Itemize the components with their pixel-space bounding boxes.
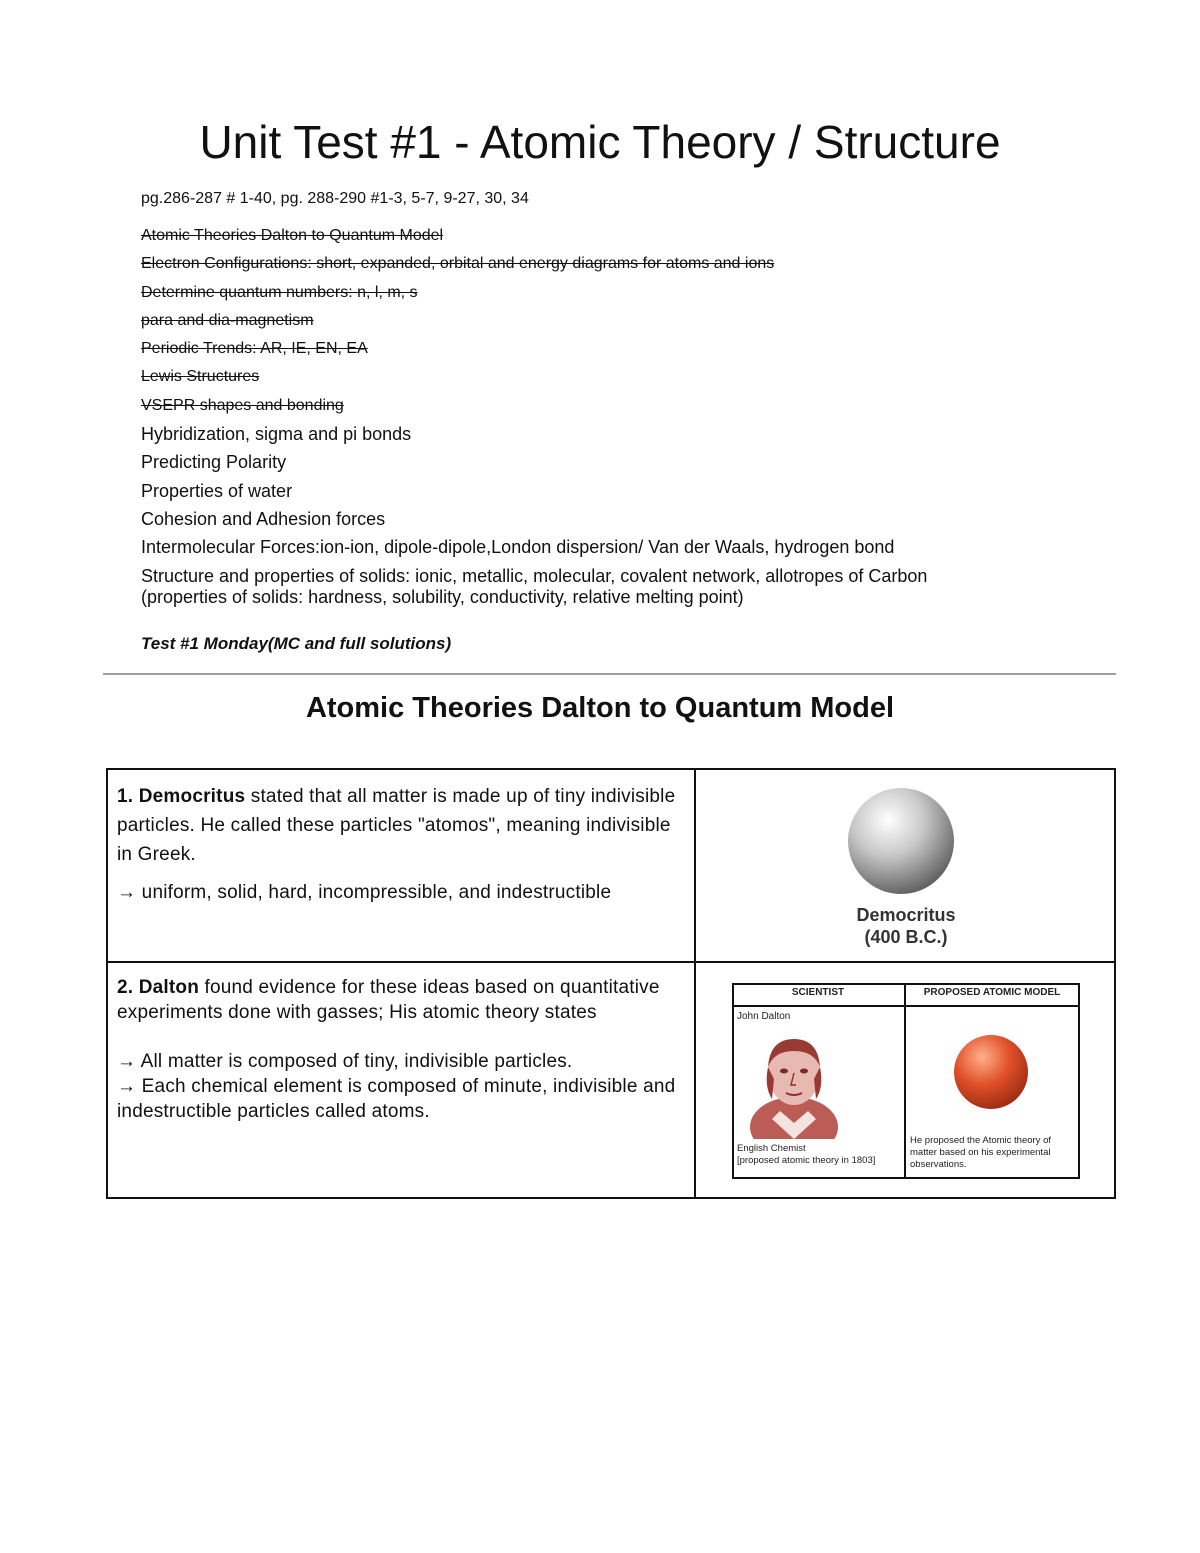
topic-item-done: Electron Configurations: short, expanded, orbital and energy diagrams for atoms and ions (141, 255, 775, 273)
topic-item: Properties of water (141, 480, 293, 501)
table-row-democritus (107, 769, 1115, 962)
scientist-name: Democritus (138, 786, 246, 807)
theory-description: found evidence for these ideas based on quantitative experiments done with gasses; His atomic theory states (117, 977, 660, 1023)
topic-item-done: Determine quantum numbers: n, l, m, s (141, 283, 418, 301)
horizontal-divider (103, 673, 1116, 675)
topic-item (141, 562, 1041, 608)
dalton-text-cell (107, 962, 695, 1198)
topic-item: Hybridization, sigma and pi bonds (141, 424, 412, 445)
figure-caption-scientist: English Chemist [proposed atomic theory in 1803] (737, 1143, 876, 1166)
figure-caption-model: He proposed the Atomic theory of matter based on his experimental observations. (910, 1135, 1051, 1170)
assigned-pages: pg.286-287 # 1-40, pg. 288-290 #1-3, 5-7, 9-27, 30, 34 (141, 190, 529, 207)
theory-bullet: → All matter is composed of tiny, indivisible particles. (117, 1051, 573, 1072)
theories-table (106, 768, 1116, 1199)
topic-item-done: VSEPR shapes and bonding (141, 396, 344, 414)
theory-description: stated that all matter is made up of tiny indivisible particles. He called these particles "atomos", meaning indivisible in Greek. (117, 786, 676, 865)
figure-header-model: PROPOSED ATOMIC MODEL (923, 987, 1061, 998)
theory-number: 1. (117, 786, 134, 807)
figure-scientist-name: John Dalton (737, 1011, 791, 1022)
caption-name: Democritus (856, 905, 956, 925)
democritus-text-cell (107, 769, 695, 962)
dalton-figure (732, 983, 1080, 1179)
table-row-dalton (107, 962, 1115, 1198)
test-note: Test #1 Monday(MC and full solutions) (141, 634, 452, 653)
democritus-image-cell (695, 769, 1115, 962)
topic-item: Intermolecular Forces:ion-ion, dipole-dipole,London dispersion/ Van der Waals, hydrogen bond (141, 537, 895, 558)
topic-item-text: Structure and properties of solids: ionic, metallic, molecular, covalent network, allotropes of Carbon (141, 565, 928, 586)
topic-item: Cohesion and Adhesion forces (141, 508, 386, 529)
section-title: Atomic Theories Dalton to Quantum Model (305, 692, 895, 724)
dalton-image-cell (695, 962, 1115, 1198)
topic-item-continuation: (properties of solids: hardness, solubility, conductivity, relative melting point) (141, 586, 744, 607)
topic-item-done: para and dia-magnetism (141, 311, 314, 329)
theory-number: 2. (117, 977, 134, 998)
topic-item-done: Atomic Theories Dalton to Quantum Model (141, 227, 444, 244)
gray-sphere-illustration (846, 786, 956, 901)
theory-bullet: → uniform, solid, hard, incompressible, and indestructible (117, 882, 612, 903)
topic-item: Predicting Polarity (141, 452, 287, 473)
topic-item-done: Lewis Structures (141, 368, 260, 386)
theory-bullet: → Each chemical element is composed of minute, indivisible and indestructible particles called atoms. (117, 1076, 676, 1122)
figure-header-scientist: SCIENTIST (791, 987, 845, 998)
dalton-portrait (748, 1027, 840, 1144)
topic-item-done: Periodic Trends: AR, IE, EN, EA (141, 340, 368, 358)
red-sphere-illustration (952, 1033, 1030, 1116)
scientist-name: Dalton (138, 977, 200, 998)
caption-date: (400 B.C.) (864, 927, 948, 947)
topic-list (141, 222, 1041, 608)
democritus-caption (696, 904, 1116, 948)
page-title: Unit Test #1 - Atomic Theory / Structure (199, 116, 1001, 168)
